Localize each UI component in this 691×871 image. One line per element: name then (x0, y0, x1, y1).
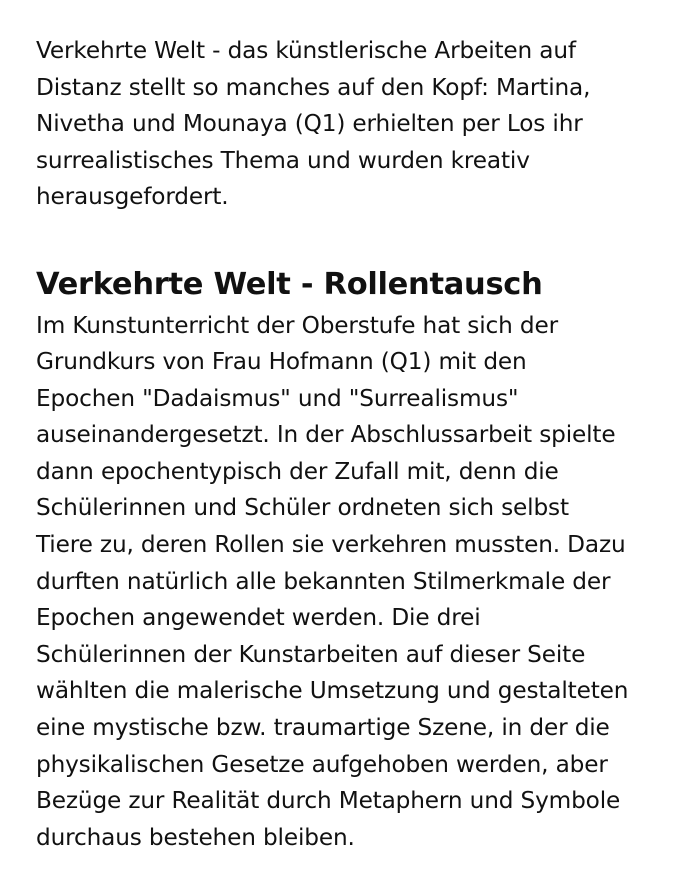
intro-line: herausgefordert. (36, 183, 229, 210)
body-line: Schülerinnen und Schüler ordneten sich selbst (36, 494, 569, 522)
body-line: durchaus bestehen bleiben. (36, 823, 355, 851)
section-heading: Verkehrte Welt - Rollentausch (36, 266, 543, 302)
intro-line: Verkehrte Welt - das künstlerische Arbeiten auf (36, 37, 576, 64)
body-line: Schülerinnen der Kunstarbeiten auf dieser Seite (36, 640, 586, 668)
intro-line: surrealistisches Thema und wurden kreativ (36, 146, 530, 174)
intro-line: Distanz stellt so manches auf den Kopf: Martina, (36, 73, 591, 101)
body-line: Im Kunstunterricht der Oberstufe hat sich der (36, 311, 558, 339)
body-line: auseinandergesetzt. In der Abschlussarbeit spielte (36, 421, 616, 449)
body-line: dann epochentypisch der Zufall mit, denn die (36, 457, 559, 485)
body-line: wählten die malerische Umsetzung und gestalteten (36, 677, 629, 705)
body-line: Tiere zu, deren Rollen sie verkehren mussten. Dazu (36, 531, 626, 559)
body-line: eine mystische bzw. traumartige Szene, in der die (36, 714, 610, 742)
body-line: Epochen angewendet werden. Die drei (36, 604, 481, 632)
intro-paragraph (36, 33, 681, 216)
body-paragraph (36, 308, 681, 857)
body-line: durften natürlich alle bekannten Stilmerkmale der (36, 567, 611, 595)
intro-line: Nivetha und Mounaya (Q1) erhielten per Los ihr (36, 110, 583, 137)
body-line: Bezüge zur Realität durch Metaphern und Symbole (36, 787, 621, 815)
body-line: Grundkurs von Frau Hofmann (Q1) mit den (36, 348, 527, 376)
body-line: Epochen "Dadaismus" und "Surrealismus" (36, 384, 519, 412)
body-line: physikalischen Gesetze aufgehoben werden, aber (36, 750, 608, 778)
